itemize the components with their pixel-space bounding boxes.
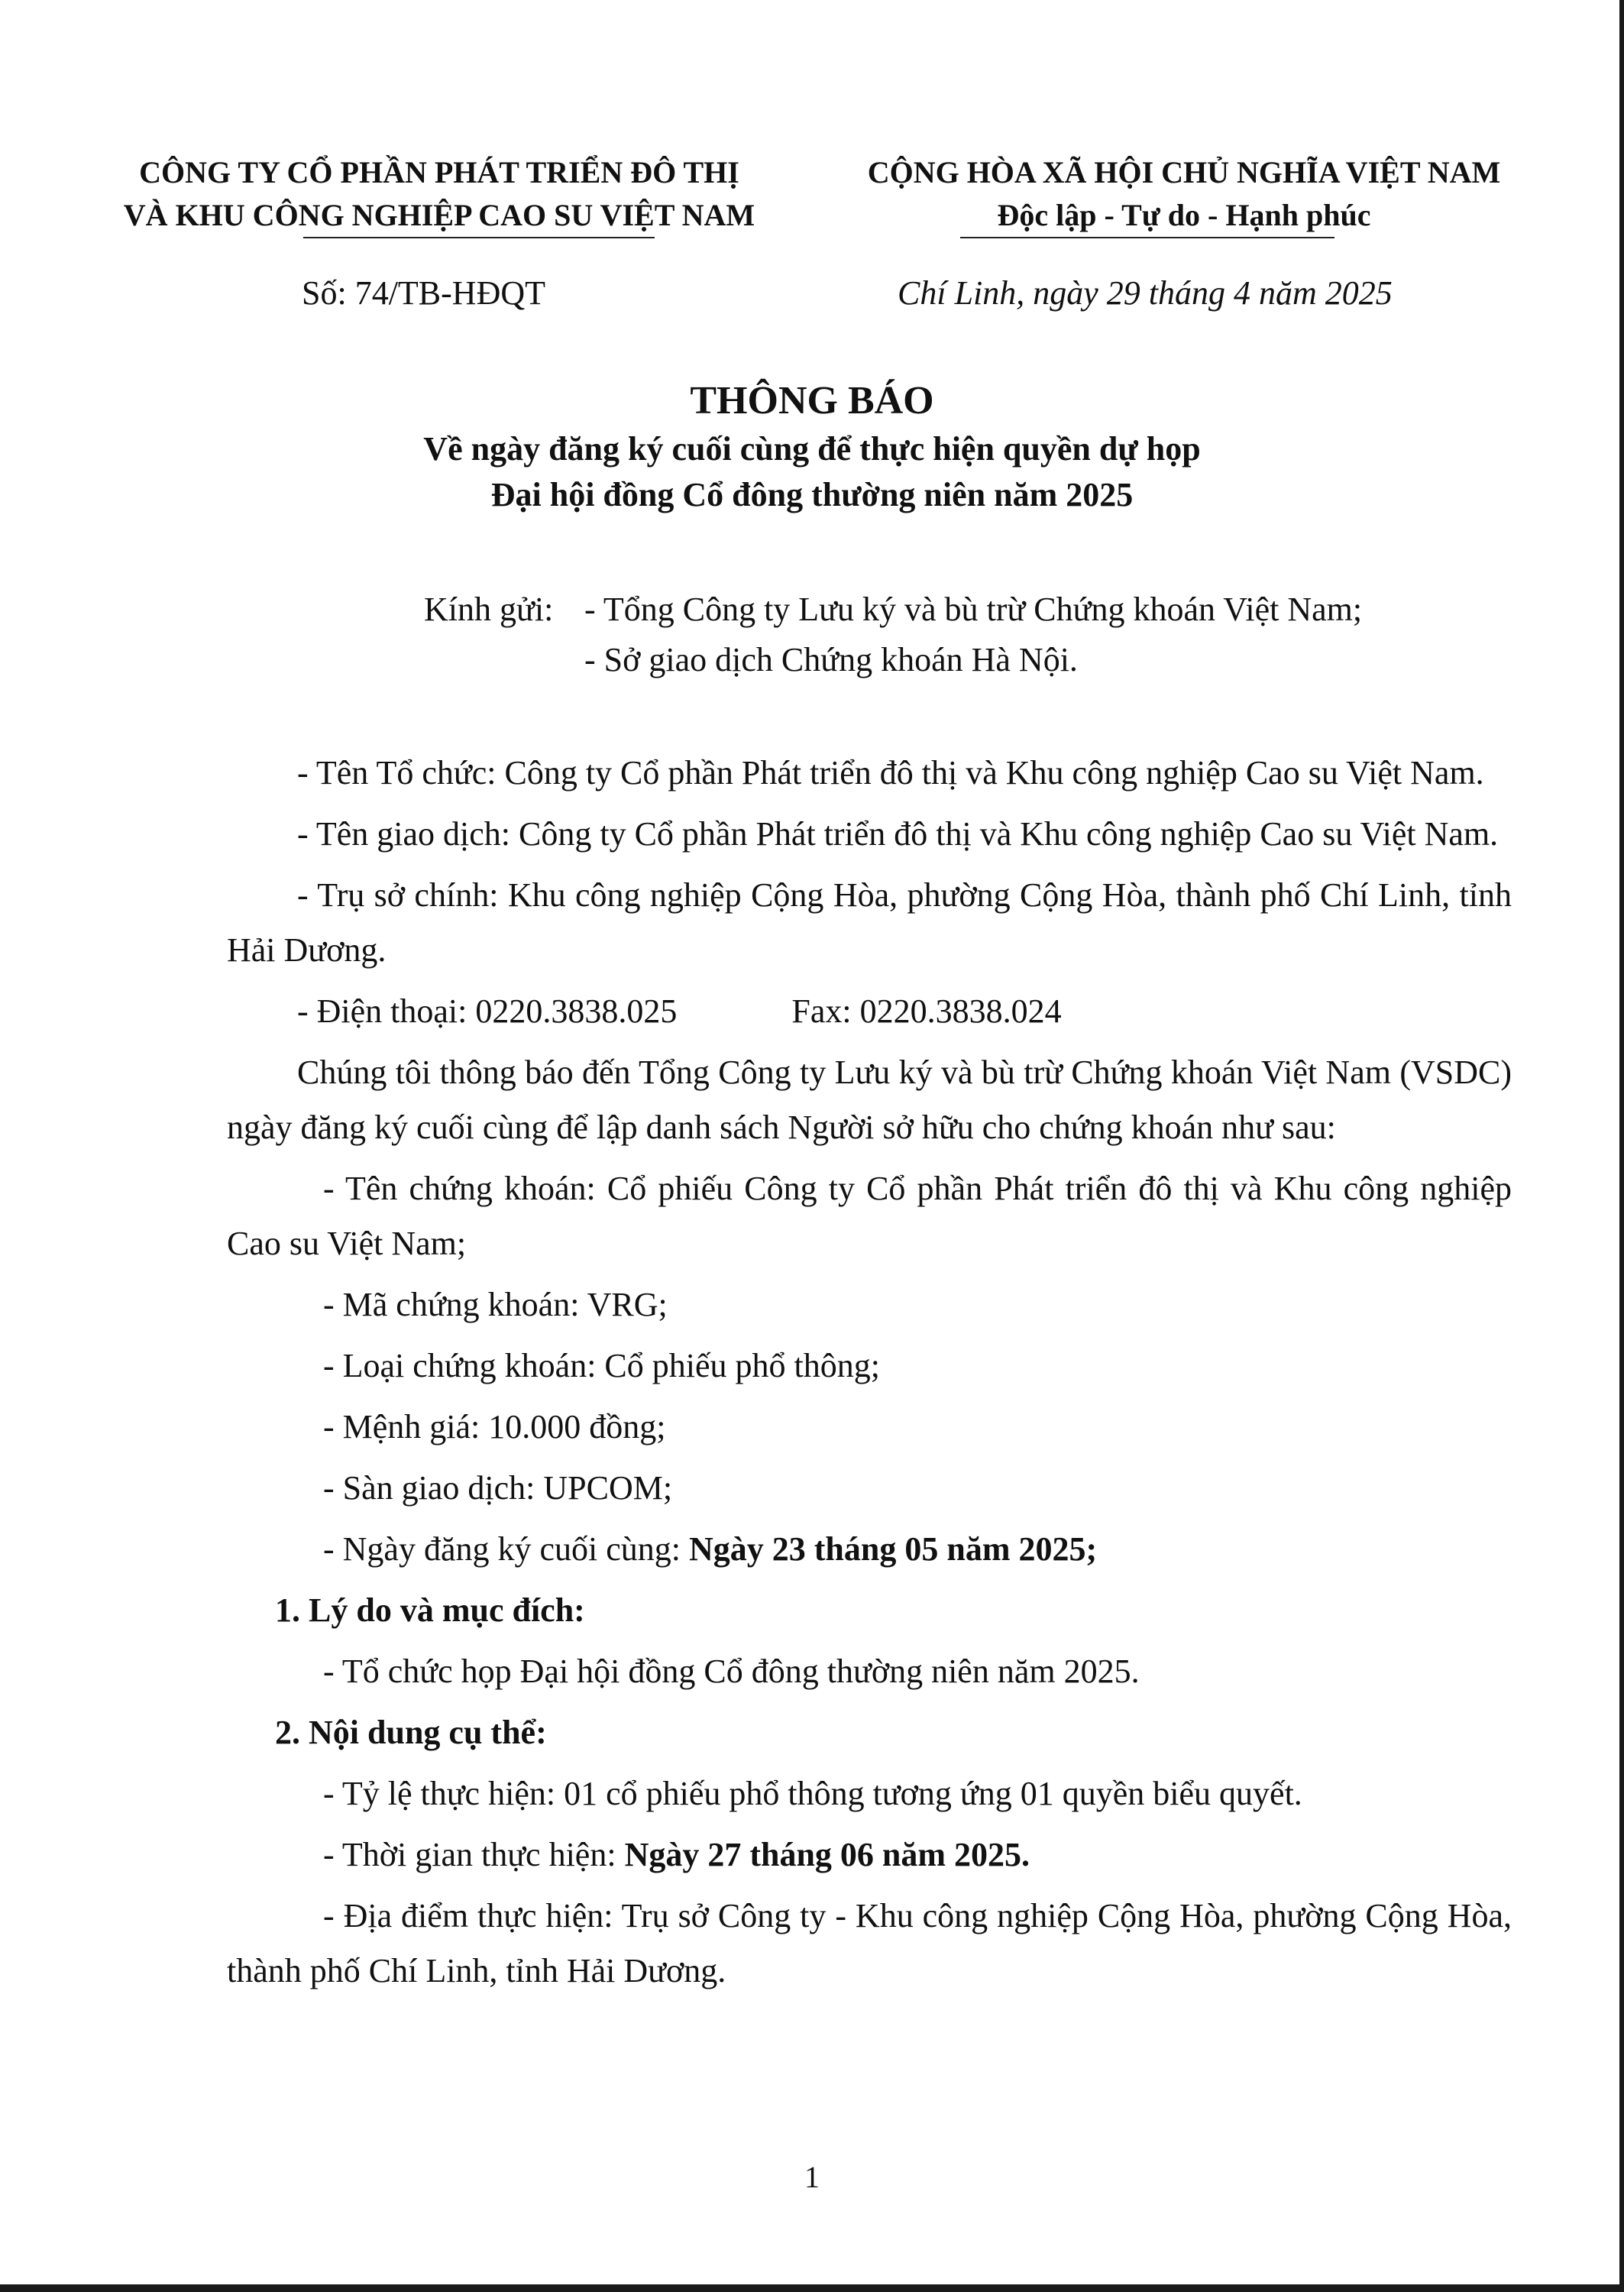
security-type: - Loại chứng khoán: Cổ phiếu phổ thông; — [323, 1347, 880, 1384]
scan-edge-bottom — [0, 2284, 1624, 2292]
organization-name: - Tên Tổ chức: Công ty Cổ phần Phát triển đô thị và Khu công nghiệp Cao su Việt Nam. — [297, 754, 1484, 792]
record-date-value: Ngày 23 tháng 05 năm 2025; — [689, 1530, 1098, 1568]
motto-underline — [960, 237, 1334, 238]
company-name-line1: CÔNG TY CỔ PHẦN PHÁT TRIỂN ĐÔ THỊ — [139, 155, 739, 189]
company-name-line2: VÀ KHU CÔNG NGHIỆP CAO SU VIỆT NAM — [123, 198, 755, 232]
trading-name: - Tên giao dịch: Công ty Cổ phần Phát triển đô thị và Khu công nghiệp Cao su Việt Nam. — [297, 815, 1499, 853]
page-number: 1 — [804, 2160, 820, 2194]
voting-ratio: - Tỷ lệ thực hiện: 01 cổ phiếu phổ thông tương ứng 01 quyền biểu quyết. — [323, 1775, 1302, 1812]
section-2-heading: 2. Nội dung cụ thể: — [275, 1714, 547, 1751]
document-subtitle-line2: Đại hội đồng Cổ đông thường niên năm 2025 — [490, 476, 1134, 513]
document-subtitle-line1: Về ngày đăng ký cuối cùng để thực hiện quyền dự họp — [423, 430, 1201, 468]
recipient-1: - Tổng Công ty Lưu ký và bù trừ Chứng khoán Việt Nam; — [584, 591, 1363, 628]
record-date: - Ngày đăng ký cuối cùng: Ngày 23 tháng 05 năm 2025; — [323, 1530, 1098, 1568]
company-underline — [303, 237, 655, 238]
head-office: - Trụ sở chính: Khu công nghiệp Cộng Hòa, phường Cộng Hòa, thành phố Chí Linh, tỉnh Hải Dương. — [227, 876, 1512, 969]
national-motto: Độc lập - Tự do - Hạnh phúc — [997, 198, 1371, 232]
recipients-label: Kính gửi: — [424, 591, 554, 628]
phone-number: - Điện thoại: 0220.3838.025 — [297, 992, 678, 1030]
meeting-venue: - Địa điểm thực hiện: Trụ sở Công ty - Khu công nghiệp Cộng Hòa, phường Cộng Hòa, thành phố Chí Linh, tỉnh Hải Dương. — [227, 1897, 1512, 1989]
national-header — [817, 151, 1551, 237]
document-body — [227, 746, 1512, 2005]
section-1-heading: 1. Lý do và mục đích: — [275, 1591, 585, 1629]
meeting-time: - Thời gian thực hiện: Ngày 27 tháng 06 năm 2025. — [323, 1836, 1030, 1873]
contact-line — [227, 984, 1512, 1039]
company-header — [61, 151, 817, 237]
national-title: CỘNG HÒA XÃ HỘI CHỦ NGHĨA VIỆT NAM — [867, 155, 1501, 189]
place-date: Chí Linh, ngày 29 tháng 4 năm 2025 — [898, 274, 1393, 312]
scan-edge-right — [1619, 0, 1624, 2292]
security-name: - Tên chứng khoán: Cổ phiếu Công ty Cổ phần Phát triển đô thị và Khu công nghiệp Cao su Việt Nam; — [227, 1170, 1512, 1262]
document-number: Số: 74/TB-HĐQT — [302, 274, 545, 312]
par-value: - Mệnh giá: 10.000 đồng; — [323, 1408, 666, 1445]
exchange: - Sàn giao dịch: UPCOM; — [323, 1469, 673, 1507]
document-title: THÔNG BÁO — [690, 379, 934, 422]
recipient-2: - Sở giao dịch Chứng khoán Hà Nội. — [584, 641, 1078, 678]
ticker-symbol: - Mã chứng khoán: VRG; — [323, 1286, 668, 1323]
intro-paragraph: Chúng tôi thông báo đến Tổng Công ty Lưu ký và bù trừ Chứng khoán Việt Nam (VSDC) ngày đăng ký cuối cùng để lập danh sách Người sở hữu cho chứng khoán như sau: — [227, 1054, 1512, 1146]
fax-number: Fax: 0220.3838.024 — [791, 992, 1062, 1030]
meeting-time-value: Ngày 27 tháng 06 năm 2025. — [624, 1836, 1030, 1873]
section-1-item: - Tổ chức họp Đại hội đồng Cổ đông thường niên năm 2025. — [323, 1653, 1140, 1690]
